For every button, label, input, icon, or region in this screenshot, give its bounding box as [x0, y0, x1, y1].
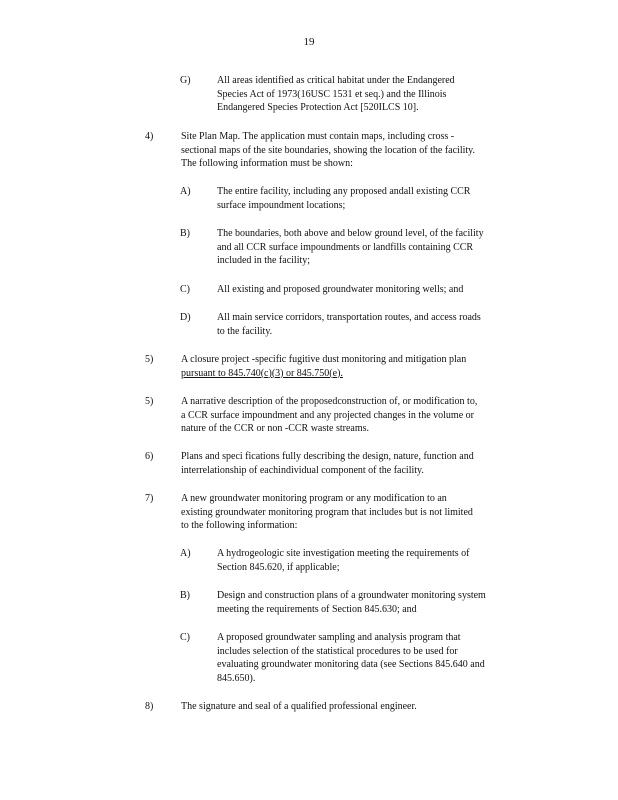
text-line: All areas identified as critical habitat under the Endangered — [217, 75, 455, 86]
item-text — [217, 283, 537, 297]
item-text — [181, 700, 533, 714]
text-line: and all CCR surface impoundments or landfills containing CCR — [217, 241, 474, 253]
item-text — [181, 492, 533, 533]
item-label: A) — [180, 548, 191, 559]
text-line: A proposed groundwater sampling and analysis program that — [217, 632, 461, 643]
page-number: 19 — [303, 36, 315, 48]
text-line: meeting the requirements of Section 845.630; and — [217, 603, 417, 615]
text-line: Design and construction plans of a groundwater monitoring system — [217, 590, 486, 601]
text-line: A new groundwater monitoring program or any modification to an — [181, 493, 447, 504]
item-text — [217, 74, 537, 115]
text-line: A narrative description of the proposedconstruction of, or modification to, — [181, 396, 478, 407]
text-line: to the following information: — [181, 520, 298, 532]
item-label: 6) — [145, 451, 154, 462]
item-text — [217, 547, 537, 574]
item-label: 4) — [145, 131, 154, 142]
item-label: B) — [180, 228, 190, 239]
item-label: G) — [180, 75, 191, 86]
item-label: 7) — [145, 493, 154, 504]
item-text — [217, 311, 537, 338]
text-line: A hydrogeologic site investigation meeting the requirements of — [217, 548, 470, 559]
text-line: A closure project -specific fugitive dust monitoring and mitigation plan — [181, 354, 467, 365]
item-label: 5) — [145, 354, 154, 365]
text-line: Endangered Species Protection Act [520ILCS 10]. — [217, 102, 419, 114]
text-line: The entire facility, including any proposed andall existing CCR — [217, 186, 471, 197]
text-line: evaluating groundwater monitoring data (see Sections 845.640 and — [217, 659, 485, 671]
text-line: interrelationship of eachindividual component of the facility. — [181, 464, 424, 476]
item-text — [181, 450, 533, 477]
text-line: Species Act of 1973(16USC 1531 et seq.) and the Illinois — [217, 88, 447, 100]
text-line: 845.650). — [217, 672, 256, 684]
item-label: 5) — [145, 396, 154, 407]
text-line: existing groundwater monitoring program that includes but is not limited — [181, 506, 473, 518]
text-line: Site Plan Map. The application must contain maps, including cross - — [181, 131, 455, 142]
text-line: included in the facility; — [217, 255, 311, 267]
item-text — [217, 185, 537, 212]
text-line: Section 845.620, if applicable; — [217, 561, 340, 573]
item-text — [217, 227, 537, 268]
item-text — [181, 353, 533, 380]
text-line: All main service corridors, transportation routes, and access roads — [217, 312, 481, 323]
text-line: to the facility. — [217, 325, 273, 337]
text-line: sectional maps of the site boundaries, showing the location of the facility. — [181, 144, 475, 156]
item-text — [217, 631, 537, 685]
item-label: B) — [180, 590, 190, 601]
text-line: Plans and speci fications fully describing the design, nature, function and — [181, 451, 474, 462]
text-line: includes selection of the statistical procedures to be used for — [217, 645, 458, 657]
item-label: 8) — [145, 701, 154, 712]
text-line: The boundaries, both above and below ground level, of the facility — [217, 228, 484, 239]
item-text — [181, 130, 533, 171]
text-line: surface impoundment locations; — [217, 199, 346, 211]
item-label: A) — [180, 186, 191, 197]
text-line: nature of the CCR or non -CCR waste streams. — [181, 423, 370, 435]
text-line: The signature and seal of a qualified professional engineer. — [181, 701, 417, 712]
text-line: All existing and proposed groundwater monitoring wells; and — [217, 284, 464, 295]
text-line: a CCR surface impoundment and any projected changes in the volume or — [181, 409, 474, 421]
item-label: C) — [180, 284, 190, 295]
text-line: The following information must be shown: — [181, 158, 353, 170]
item-label: C) — [180, 632, 190, 643]
item-text — [181, 395, 533, 436]
item-text — [217, 589, 537, 616]
item-label: D) — [180, 312, 191, 323]
text-line-underlined: pursuant to 845.740(c)(3) or 845.750(e). — [181, 367, 343, 379]
